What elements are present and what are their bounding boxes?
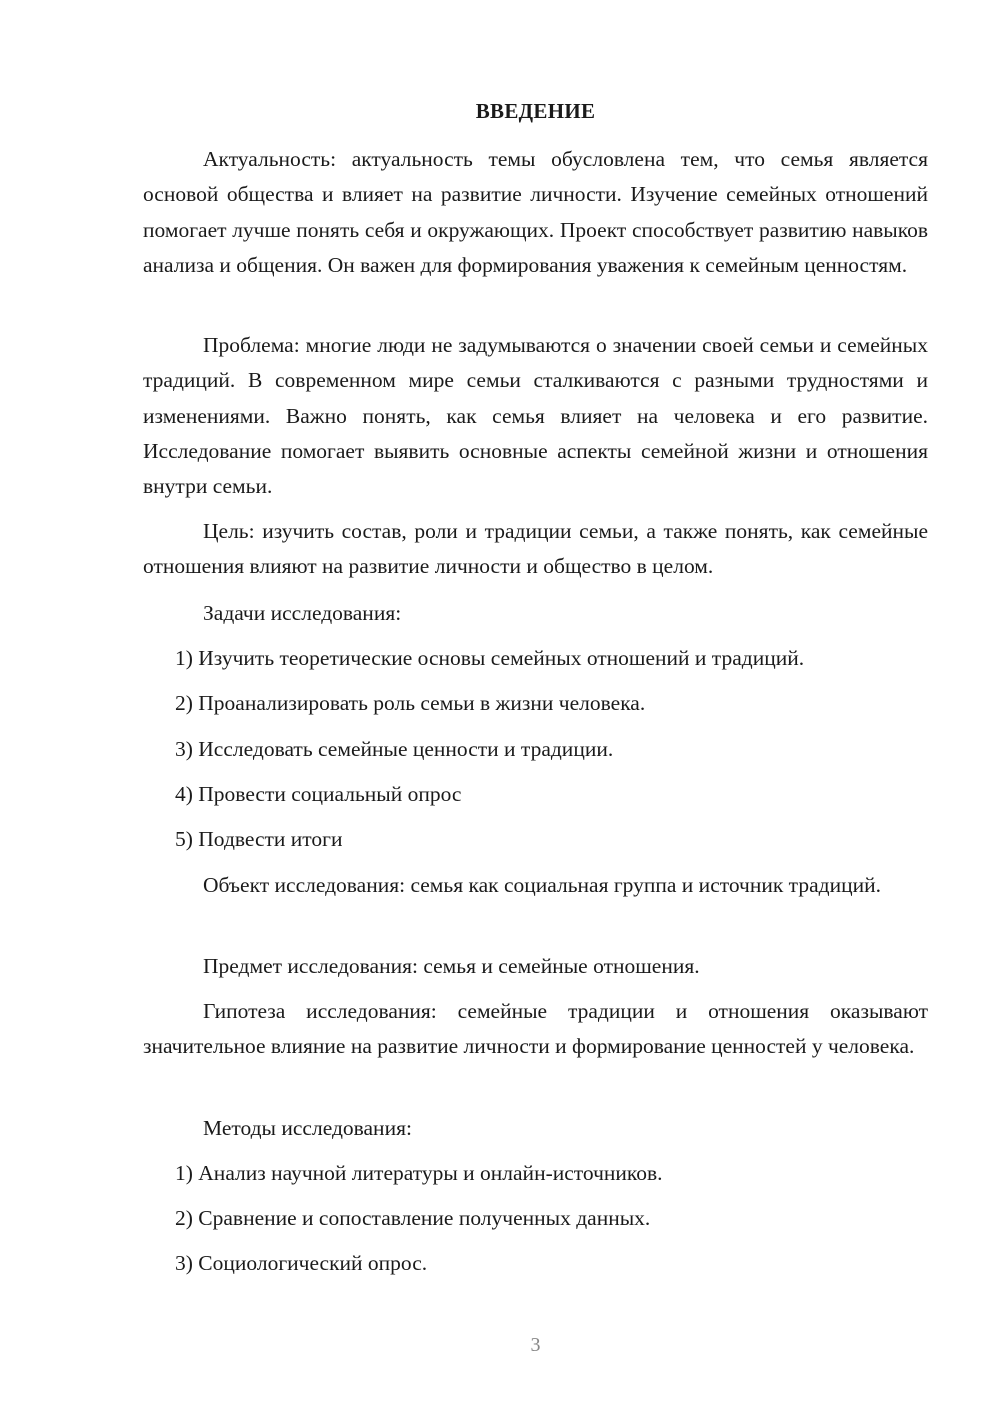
tasks-label: Задачи исследования: [203,601,402,625]
page-number: 3 [530,1334,541,1356]
method-item: 2) Сравнение и сопоставление полученных данных. [175,1206,651,1230]
task-item: 5) Подвести итоги [175,827,343,851]
subject-paragraph: Предмет исследования: семья и семейные отношения. [203,954,700,978]
relevance-paragraph: Актуальность: актуальность темы обусловлена тем, что семья является основой общества и влияет на развитие личности. Изучение семейных отношений помогает лучше понять себя и окружающих. Проект способствует развитию навыков анализа и общения. Он важен для формирования уважения к семейным ценностям. [143,147,928,277]
goal-paragraph: Цель: изучить состав, роли и традиции семьи, а также понять, как семейные отношения влияют на развитие личности и общество в целом. [143,519,928,579]
task-item: 2) Проанализировать роль семьи в жизни человека. [175,691,646,715]
section-heading: ВВЕДЕНИЕ [475,99,596,123]
hypothesis-paragraph: Гипотеза исследования: семейные традиции и отношения оказывают значительное влияние на развитие личности и формирование ценностей у человека. [143,999,928,1059]
method-item: 1) Анализ научной литературы и онлайн-источников. [175,1161,663,1185]
problem-paragraph: Проблема: многие люди не задумываются о значении своей семьи и семейных традиций. В современном мире семьи сталкиваются с разными трудностями и изменениями. Важно понять, как семья влияет на человека и его развитие. Исследование помогает выявить основные аспекты семейной жизни и отношения внутри семьи. [143,333,928,499]
task-item: 1) Изучить теоретические основы семейных отношений и традиций. [175,646,805,670]
task-item: 3) Исследовать семейные ценности и традиции. [175,737,614,761]
object-paragraph: Объект исследования: семья как социальная группа и источник традиций. [203,873,881,897]
method-item: 3) Социологический опрос. [175,1251,428,1275]
methods-label: Методы исследования: [203,1116,412,1140]
task-item: 4) Провести социальный опрос [175,782,462,806]
